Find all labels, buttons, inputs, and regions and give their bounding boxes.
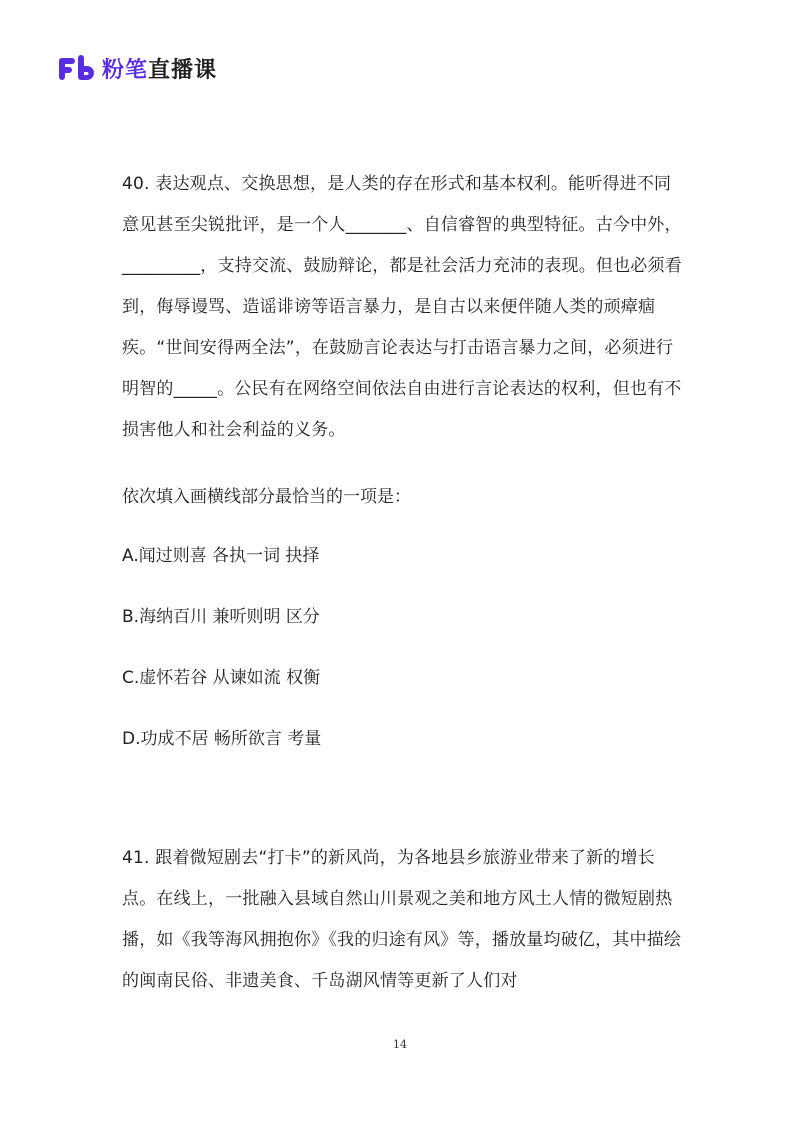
question-stem: 41. 跟着微短剧去“打卡”的新风尚，为各地县乡旅游业带来了新的增长点。在线上，一批融入县域自然山川景观之美和地方风土人情的微短剧热播，如《我等海风拥抱你》《我的归途有风》等，播放量均破亿，其中描绘的闽南民俗、非遗美食、千岛湖风情等更新了人们对 bbox=[122, 848, 682, 991]
question-41 bbox=[122, 838, 682, 1002]
logo-brand-text: 粉笔 bbox=[102, 57, 149, 83]
question-40 bbox=[122, 164, 682, 749]
option-b: B.海纳百川 兼听则明 区分 bbox=[122, 607, 320, 627]
option-d: D.功成不居 畅所欲言 考量 bbox=[122, 729, 322, 749]
option-a: A.闻过则喜 各执一词 抉择 bbox=[122, 546, 320, 566]
page-number: 14 bbox=[393, 1038, 407, 1051]
question-stem: 40. 表达观点、交换思想，是人类的存在形式和基本权利。能听得进不同意见甚至尖锐批评，是一个人_______、自信睿智的典型特征。古今中外，_________，支持交流、鼓励辩论，都是社会活力充沛的表现。但也必须看到，侮辱谩骂、造谣诽谤等语言暴力，是自古以来便伴随人类的顽瘴痼疾。“世间安得两全法”，在鼓励言论表达与打击语言暴力之间，必须进行明智的_____。公民有在网络空间依法自由进行言论表达的权利，但也有不损害他人和社会利益的义务。 bbox=[122, 174, 682, 440]
question-prompt: 依次填入画横线部分最恰当的一项是： bbox=[122, 487, 411, 507]
option-c: C.虚怀若谷 从谏如流 权衡 bbox=[122, 668, 321, 688]
logo-suffix-text: 直播课 bbox=[148, 57, 218, 83]
fenbi-logo-icon bbox=[58, 54, 98, 82]
fenbi-logo bbox=[58, 52, 217, 84]
